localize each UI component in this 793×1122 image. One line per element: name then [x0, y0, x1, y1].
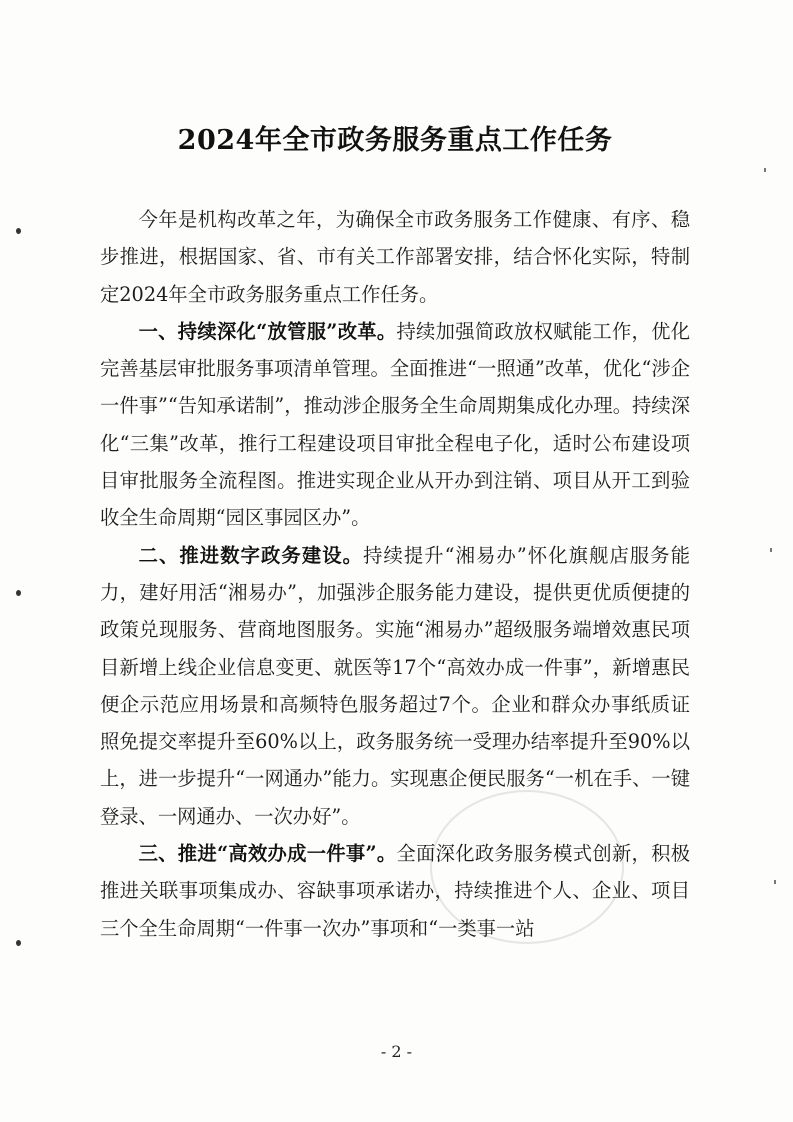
scan-speck — [774, 880, 776, 884]
section-paragraph-3 — [100, 835, 690, 947]
section-text-3: 全面深化政务服务模式创新，积极推进关联事项集成办、容缺事项承诺办，持续推进个人、企业、项目三个全生命周期“一件事一次办”事项和“一类事一站 — [100, 842, 690, 940]
document-body — [100, 201, 690, 947]
page-number: - 2 - — [380, 1042, 413, 1061]
section-paragraph-1 — [100, 313, 690, 537]
intro-paragraph: 今年是机构改革之年，为确保全市政务服务工作健康、有序、稳步推进，根据国家、省、市有关工作部署安排，结合怀化实际，特制定2024年全市政务服务重点工作任务。 — [100, 208, 690, 306]
document-title: 2024年全市政务服务重点工作任务 — [177, 125, 613, 156]
binding-hole-mark — [16, 940, 21, 946]
scan-speck — [764, 168, 766, 172]
binding-hole-mark — [16, 590, 21, 596]
binding-hole-mark — [16, 228, 21, 234]
section-text-2: 持续提升“湘易办”怀化旗舰店服务能力，建好用活“湘易办”，加强涉企服务能力建设，提供更优质便捷的政策兑现服务、营商地图服务。实施“湘易办”超级服务端增效惠民项目新增上线企业信息变更、就医等17个“高效办成一件事”，新增惠民便企示范应用场景和高频特色服务超过7个。企业和群众办事纸质证照免提交率提升至60%以上，政务服务统一受理办结率提升至90%以上，进一步提升“一网通办”能力。实现惠企便民服务“一机在手、一键登录、一网通办、一次办好”。 — [100, 543, 690, 828]
section-paragraph-2 — [100, 537, 690, 835]
scan-speck — [770, 548, 772, 552]
section-text-1: 持续加强简政放权赋能工作，优化完善基层审批服务事项清单管理。全面推进“一照通”改革，优化“涉企一件事”“告知承诺制”，推动涉企服务全生命周期集成化办理。持续深化“三集”改革，推行工程建设项目审批全程电子化，适时公布建设项目审批服务全流程图。推进实现企业从开办到注销、项目从开工到验收全生命周期“园区事园区办”。 — [100, 319, 690, 530]
section-heading-2: 二、推进数字政务建设。 — [138, 543, 364, 567]
section-heading-1: 一、持续深化“放管服”改革。 — [138, 319, 397, 343]
section-heading-3: 三、推进“高效办成一件事”。 — [138, 842, 397, 866]
